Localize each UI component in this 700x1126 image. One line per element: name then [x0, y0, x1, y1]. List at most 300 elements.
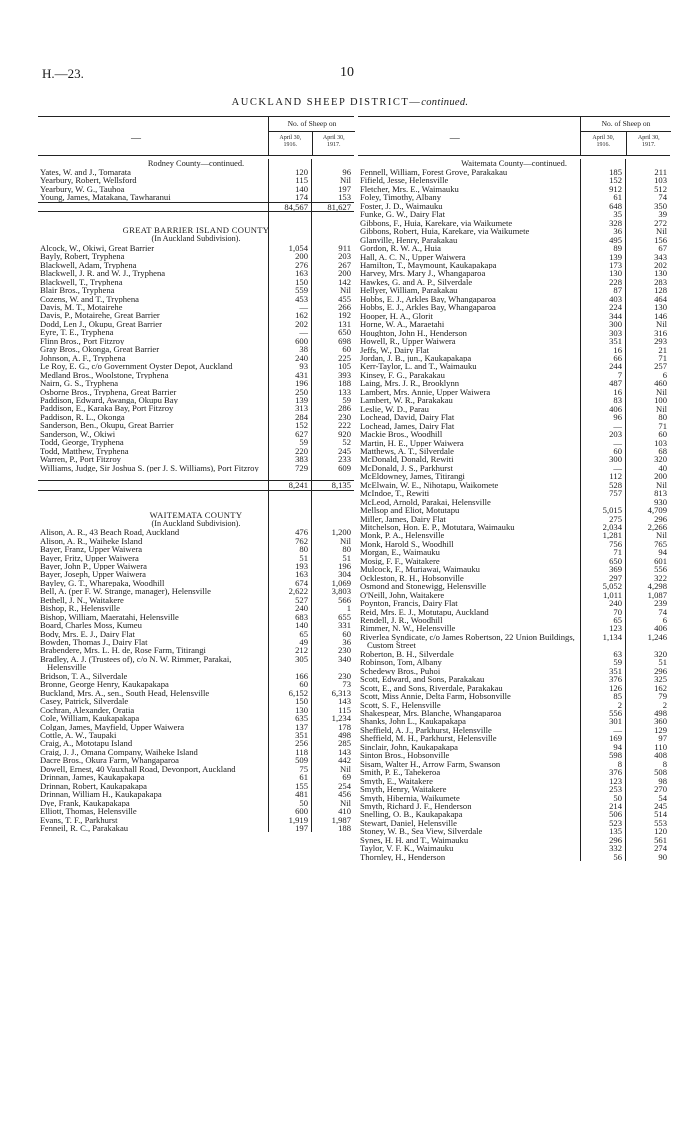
sheep-1916: 2 — [617, 699, 622, 710]
table-row — [358, 608, 670, 616]
sheep-1916: 173 — [609, 259, 622, 270]
sheep-1917: 239 — [654, 598, 667, 609]
sheep-1917: 320 — [654, 648, 667, 659]
sheep-1917: 54 — [658, 792, 667, 803]
owner-name: Body, Mrs. E. J., Dairy Flat — [40, 629, 135, 639]
sheep-1917: 68 — [658, 445, 667, 456]
owner-name: Riverlea Syndicate, c/o James Robertson, 22 Union Buildings, Custom Street — [360, 632, 575, 650]
sheep-1916: 214 — [609, 800, 622, 811]
sheep-1917: 103 — [654, 175, 667, 186]
table-row — [358, 253, 670, 261]
sheep-1916: 202 — [295, 318, 308, 329]
sheep-1917: 230 — [338, 645, 351, 656]
owner-name: Fifield, Jesse, Helensville — [360, 176, 449, 185]
table-row — [358, 430, 670, 438]
sheep-1917: 304 — [338, 569, 351, 580]
sheep-1917: 601 — [654, 555, 667, 566]
sheep-1916: 162 — [295, 310, 308, 321]
sheep-1916: 228 — [609, 276, 622, 287]
owner-name: Dowell, Ernest, 40 Vauxhall Road, Devonport, Auckland — [40, 764, 236, 774]
sheep-1916: 36 — [613, 226, 622, 237]
sheep-1917: 96 — [342, 167, 351, 177]
table-row — [358, 810, 670, 818]
sheep-1917: 156 — [654, 234, 667, 245]
sheep-1916: 16 — [613, 386, 622, 397]
table-row — [358, 413, 670, 421]
sheep-1916: 200 — [295, 251, 308, 262]
owner-name: Drinnan, James, Kaukapakapa — [40, 773, 145, 782]
table-row — [358, 582, 670, 590]
sheep-1917: Nil — [656, 386, 667, 397]
table-row — [358, 709, 670, 717]
sheep-1917: 456 — [338, 789, 351, 800]
owner-name: Yates, W. and J., Tomarata — [40, 168, 131, 177]
sheep-1916: — — [613, 420, 622, 431]
owner-name: Bowden, Thomas J., Dairy Flat — [40, 638, 148, 647]
owner-name: Paddison, Edward, Awanga, Okupu Bay — [40, 396, 178, 405]
table-row — [358, 193, 670, 201]
sheep-1917: 130 — [654, 268, 667, 279]
sheep-1917: 393 — [338, 369, 351, 380]
owner-name: Gibbons, F., Huia, Karekare, via Waikumete — [360, 218, 513, 228]
sheep-1916: 351 — [295, 730, 308, 741]
owner-name: Robinson, Tom, Albany — [360, 658, 442, 667]
table-row — [358, 591, 670, 599]
sheep-1917: 103 — [654, 437, 667, 448]
table-row — [358, 777, 670, 785]
owner-name: Flinn Bros., Port Fitzroy — [40, 336, 125, 346]
sheep-1916: 344 — [609, 310, 622, 321]
sheep-1916: 431 — [295, 369, 308, 380]
owner-name: Elliott, Thomas, Helensville — [40, 807, 137, 816]
sheep-1917: 296 — [654, 513, 667, 524]
sheep-1916: 87 — [613, 285, 622, 296]
owner-name: Warren, P., Port Fitzroy — [40, 455, 121, 464]
owner-name: Sanderson, Ben., Okupu, Great Barrier — [40, 421, 174, 430]
sheep-1916: 383 — [295, 454, 308, 465]
table-row — [358, 684, 670, 692]
sheep-1916: 56 — [613, 851, 622, 862]
owner-name: Scott, E., and Sons, Riverdale, Parakakau — [360, 683, 503, 693]
sheep-1917: 406 — [654, 623, 667, 634]
sheep-1916: 762 — [295, 535, 308, 546]
sheep-1916: 476 — [295, 527, 308, 538]
sheep-1917: 1,200 — [331, 527, 351, 538]
table-row — [358, 726, 670, 734]
table-row — [358, 481, 670, 489]
owner-name: Blackwell, Adam, Tryphena — [40, 260, 137, 270]
owner-name: Mackie Bros., Woodhill — [360, 430, 443, 439]
sheep-1917: 350 — [654, 200, 667, 211]
sheep-1917: 498 — [654, 708, 667, 718]
sheep-1917: 97 — [658, 733, 667, 744]
table-row — [358, 405, 670, 413]
sheep-1917: 142 — [338, 276, 351, 287]
sheep-1916: 1,134 — [602, 631, 622, 642]
sheep-1917: 202 — [654, 259, 667, 270]
owner-name: Smyth, E., Waitakere — [360, 776, 433, 786]
owner-name: McEldowney, James, Titirangi — [360, 472, 465, 481]
owner-name: O'Neill, John, Waitakere — [360, 590, 445, 600]
sheep-1917: 6 — [662, 615, 667, 626]
owner-name: Bethell, J. N., Waitakere — [40, 595, 124, 605]
owner-name: Hawkes, G. and A. P., Silverdale — [360, 277, 473, 287]
table-row — [358, 599, 670, 607]
owner-name: Bayer, Franz, Upper Waiwera — [40, 545, 143, 554]
sheep-1916: 130 — [609, 268, 622, 279]
sheep-1917: 80 — [342, 544, 351, 555]
sheep-1916: 163 — [295, 569, 308, 580]
owner-name: Evans, T. F., Parkhurst — [40, 815, 118, 824]
table-row — [358, 219, 670, 227]
sheep-1916: 65 — [613, 615, 622, 626]
owner-name: Ockleston, R. H., Hobsonville — [360, 573, 464, 583]
sheep-1916: 303 — [609, 327, 622, 338]
owner-name: Paddison, R. L., Okonga — [40, 412, 125, 422]
owner-name: Hooper, H. A., Glorit — [360, 311, 433, 321]
sheep-1917: 1,069 — [331, 577, 351, 588]
left-table — [38, 116, 354, 832]
right-table — [358, 116, 670, 861]
owner-name: Williams, Judge, Sir Joshua S. (per J. S. Williams), Port Fitzroy — [40, 463, 259, 473]
table-row — [358, 286, 670, 294]
owner-name: Miller, James, Dairy Flat — [360, 514, 446, 524]
sheep-1916: 197 — [295, 823, 308, 833]
sheep-1916: 169 — [609, 733, 622, 744]
owner-name: Funke, G. W., Dairy Flat — [360, 210, 445, 219]
sheep-1916: 94 — [613, 741, 622, 752]
left-table-body — [38, 159, 354, 832]
sheep-1917: Nil — [656, 403, 667, 414]
owner-name: Bayer, Fritz, Upper Waiwera — [40, 553, 139, 562]
owner-name: Alcock, W., Okiwi, Great Barrier — [40, 243, 155, 253]
owner-name: Brabendere, Mrs. L. H. de, Rose Farm, Titirangi — [40, 646, 206, 655]
sheep-1917: 233 — [338, 454, 351, 465]
sheep-1916: 50 — [613, 792, 622, 803]
table-row — [358, 633, 670, 650]
sheep-1917: 203 — [338, 251, 351, 262]
sheep-1916: 648 — [609, 200, 622, 211]
owner-name: Bridson, T. A., Silverdale — [40, 671, 128, 681]
sheep-1916: 600 — [295, 335, 308, 346]
owner-name: Blackwell, J. R. and W. J., Tryphena — [40, 269, 166, 278]
page-title-continued: continued. — [421, 97, 469, 108]
sheep-1916: 61 — [613, 192, 622, 203]
sheep-1916: 757 — [609, 488, 622, 499]
sheep-1917: 60 — [342, 628, 351, 639]
sheep-1917: 200 — [338, 268, 351, 279]
table-row — [358, 278, 670, 286]
sheep-1916: 6,152 — [288, 687, 308, 698]
sheep-1917: 331 — [338, 620, 351, 631]
sheep-1917: 188 — [338, 378, 351, 389]
sheep-1916: 139 — [295, 395, 308, 406]
sheep-1917: 8 — [662, 758, 667, 769]
table-row — [358, 540, 670, 548]
table-row — [358, 531, 670, 539]
sheep-1917: 1,246 — [647, 631, 667, 642]
owner-name: Yearbury, Robert, Wellsford — [40, 176, 137, 185]
sheep-1917: 765 — [654, 538, 667, 549]
sheep-1917: 143 — [338, 696, 351, 707]
sheep-1916: 150 — [295, 276, 308, 287]
sheep-1917: 110 — [654, 741, 667, 752]
sheep-1916: 650 — [609, 555, 622, 566]
table-row — [358, 836, 670, 844]
name-column-header: — — [449, 133, 460, 144]
owner-name: Synes, H. H. and T., Waimauku — [360, 835, 469, 845]
owner-name: Hall, A. C. N., Upper Waiwera — [360, 252, 466, 261]
owner-name: Dye, Frank, Kaukapakapa — [40, 798, 130, 808]
table-row — [358, 658, 670, 666]
owner-name: Osmond and Stonewigg, Helensville — [360, 582, 487, 591]
sheep-1916: 61 — [299, 772, 308, 783]
owner-name: Hobbs, E. J., Arkles Bay, Whangaparoa — [360, 303, 496, 312]
owner-name: Sheffield, A. J., Parkhurst, Helensville — [360, 725, 492, 735]
owner-name: McElwain, W. E., Nihotapu, Waikomete — [360, 480, 499, 490]
sheep-1916: — — [613, 437, 622, 448]
sheep-1917: 80 — [658, 412, 667, 423]
right-table-header — [358, 116, 670, 156]
sheep-1917: 143 — [338, 746, 351, 757]
sheep-1917: 211 — [654, 167, 667, 177]
sheep-1916: — — [613, 462, 622, 473]
sheep-1917: Nil — [340, 285, 351, 296]
page-number: 10 — [340, 65, 354, 80]
table-row — [358, 717, 670, 725]
table-row — [358, 422, 670, 430]
owner-name: Bayly, Robert, Tryphena — [40, 252, 125, 261]
owner-name: Gray Bros., Okonga, Great Barrier — [40, 345, 160, 354]
owner-name: Bayley, G. T., Wharepaka, Woodhill — [40, 578, 165, 588]
sheep-1917: 4,298 — [647, 581, 667, 592]
sheep-1917: 408 — [654, 750, 667, 761]
sheep-1916: 50 — [299, 797, 308, 808]
sheep-1917: 153 — [338, 192, 351, 203]
sheep-1916: 185 — [609, 167, 622, 177]
sheep-1917: Nil — [340, 763, 351, 774]
sheep-1916: 297 — [609, 572, 622, 583]
table-row — [358, 692, 670, 700]
sheep-1917: 36 — [342, 637, 351, 648]
sheep-1917: 245 — [654, 800, 667, 811]
owner-name: Hobbs, E. J., Arkles Bay, Whangaparoa — [360, 294, 496, 304]
sheep-1917: 512 — [654, 183, 667, 194]
owner-name: Cottle, A. W., Taupaki — [40, 731, 117, 740]
column-header-1916: April 30, 1916. — [279, 135, 302, 148]
sheep-1917: 90 — [658, 851, 667, 862]
owner-name: Horne, W. A., Maraetahi — [360, 320, 445, 329]
owner-name: Buckland, Mrs. A., sen., South Head, Helensville — [40, 688, 210, 698]
table-row — [358, 176, 670, 184]
sheep-1916: 16 — [613, 344, 622, 355]
owner-name: Davis, P., Motairehe, Great Barrier — [40, 311, 160, 320]
owner-name: Sanderson, W., Okiwi — [40, 429, 116, 439]
owner-name: Monk, Harold S., Woodhill — [360, 539, 454, 549]
owner-name: Fenneil, R. C., Parakakau — [40, 824, 129, 833]
table-row — [358, 650, 670, 658]
sheep-1917: 254 — [338, 780, 351, 791]
sheep-1916: 137 — [295, 721, 308, 732]
table-row — [358, 743, 670, 751]
table-row — [358, 210, 670, 218]
owner-name: Hamilton, T., Maymount, Kaukapakapa — [360, 260, 497, 270]
owner-name: Paddison, E., Karaka Bay, Port Fitzroy — [40, 404, 174, 413]
sheep-1917: Nil — [340, 797, 351, 808]
sheep-1916: 59 — [613, 657, 622, 668]
sheep-1916: — — [299, 327, 308, 338]
table-row — [358, 244, 670, 252]
sheep-1917: 3,803 — [331, 586, 351, 597]
sheep-1916: 1,011 — [602, 589, 622, 600]
right-table-body — [358, 159, 670, 861]
owner-name: Bishop, R., Helensville — [40, 604, 120, 613]
table-row — [358, 388, 670, 396]
sheep-1916: 150 — [295, 696, 308, 707]
sheep-1917: 105 — [338, 361, 351, 372]
table-row — [358, 295, 670, 303]
sheep-1916: 556 — [609, 708, 622, 718]
sheep-1916: 130 — [295, 704, 308, 715]
owner-name: Craig, J. J., Omana Company, Waiheke Island — [40, 747, 198, 757]
sheep-1917: 508 — [654, 767, 667, 778]
sheep-1916: 300 — [609, 319, 622, 330]
table-row — [358, 853, 670, 861]
sheep-1916: 1,919 — [288, 814, 308, 825]
sheep-1917: 69 — [342, 772, 351, 783]
sheep-1917: 52 — [342, 437, 351, 448]
sheep-1916: 51 — [299, 552, 308, 563]
table-row — [358, 760, 670, 768]
sheep-1917: 460 — [654, 378, 667, 389]
owner-name: Scott, Miss Annie, Delta Farm, Hobsonville — [360, 692, 511, 701]
sheep-1916: 683 — [295, 611, 308, 622]
sheep-1917: 94 — [658, 547, 667, 558]
table-row — [358, 794, 670, 802]
table-row — [358, 506, 670, 514]
sheep-1917: 67 — [658, 243, 667, 254]
sheep-1916: — — [299, 302, 308, 313]
sheep-count-header-title: No. of Sheep on — [581, 117, 671, 132]
sheep-1917: 267 — [338, 259, 351, 270]
table-row — [358, 371, 670, 379]
sheep-1916: 240 — [295, 352, 308, 363]
sheep-1917: 266 — [338, 302, 351, 313]
owner-name: Board, Charles Moss, Kumeu — [40, 621, 142, 630]
owner-name: Rimmer, N. W., Helensville — [360, 624, 456, 633]
table-row — [358, 751, 670, 759]
sheep-1916: 118 — [295, 746, 308, 757]
sheep-1917: 192 — [338, 310, 351, 321]
sheep-1916: 123 — [609, 775, 622, 786]
sheep-1917: 911 — [338, 242, 351, 253]
section-heading: WAITEMATA COUNTY — [149, 509, 243, 520]
table-row — [358, 396, 670, 404]
sheep-1917: 73 — [342, 679, 351, 690]
owner-name: Leslie, W. D., Parau — [360, 404, 429, 414]
table-row — [358, 624, 670, 632]
owner-name: Smyth, Henry, Waitakere — [360, 785, 447, 794]
table-row — [358, 734, 670, 742]
sheep-1917: 343 — [654, 251, 667, 262]
sheep-1916: 250 — [295, 386, 308, 397]
column-header-1917: April 30, 1917. — [626, 132, 672, 155]
owner-name: Matthews, A. T., Silverdale — [360, 446, 454, 456]
owner-name: Shanks, John L., Kaukapakapa — [360, 717, 466, 726]
sheep-1916: 376 — [609, 674, 622, 685]
table-row — [358, 329, 670, 337]
sheep-1917: 325 — [654, 674, 667, 685]
owner-name: Fletcher, Mrs. E., Waimauku — [360, 184, 459, 194]
owner-name: McDonald, J. S., Parkhurst — [360, 463, 453, 473]
sheep-1917: 51 — [658, 657, 667, 668]
sheep-1916: 93 — [299, 361, 308, 372]
owner-name: Osborne Bros., Tryphena, Great Barrier — [40, 387, 177, 397]
table-row — [38, 464, 354, 472]
sheep-1916: 152 — [295, 420, 308, 431]
sheep-1917: 71 — [658, 352, 667, 363]
owner-name: Fennell, William, Forest Grove, Parakakau — [360, 168, 508, 177]
owner-name: Bronne, George Henry, Kaukapakapa — [40, 680, 169, 689]
owner-name: Jeffs, W., Dairy Flat — [360, 345, 430, 354]
sheep-1916: 487 — [609, 378, 622, 389]
table-row — [358, 844, 670, 852]
owner-name: Blackwell, T., Tryphena — [40, 277, 123, 287]
sheep-1916: 509 — [295, 755, 308, 766]
table-row — [38, 193, 354, 201]
table-row — [358, 185, 670, 193]
owner-name: Stoney, W. B., Sea View, Silverdale — [360, 827, 483, 836]
sheep-1916: 126 — [609, 682, 622, 693]
owner-name: Stewart, Daniel, Helensville — [360, 818, 457, 828]
sheep-1916: — — [613, 724, 622, 735]
table-row — [358, 168, 670, 176]
sheep-1916: 193 — [295, 560, 308, 571]
sheep-1917: 293 — [654, 336, 667, 347]
sheep-1917: 322 — [654, 572, 667, 583]
owner-name: Roberton, B. H., Silverdale — [360, 649, 454, 659]
sheep-1917: 514 — [654, 809, 667, 820]
sheep-1917: 283 — [654, 276, 667, 287]
owner-name: Drinnan, William H., Kaukapakapa — [40, 790, 162, 799]
table-row — [358, 523, 670, 531]
sheep-1917: 59 — [342, 395, 351, 406]
table-row — [358, 346, 670, 354]
document-reference: H.—23. — [42, 66, 84, 81]
table-row — [358, 701, 670, 709]
owner-name: Sinton Bros., Hobsonville — [360, 751, 450, 760]
sheep-1917: 561 — [654, 834, 667, 845]
sheep-1917: 320 — [654, 454, 667, 465]
sheep-1916: 1,281 — [602, 530, 622, 541]
owner-name: Dacre Bros., Okura Farm, Whangaparoa — [40, 756, 179, 765]
owner-name: Martin, H. E., Upper Waiwera — [360, 438, 464, 447]
sheep-1917: 257 — [654, 361, 667, 372]
sheep-1917: Nil — [656, 226, 667, 237]
owner-name: Bishop, William, Maeratahi, Helensville — [40, 612, 179, 622]
sheep-1916: 7 — [617, 369, 622, 380]
sheep-1917: 188 — [338, 823, 351, 833]
table-row — [358, 819, 670, 827]
table-row — [358, 439, 670, 447]
sheep-1916: 481 — [295, 789, 308, 800]
sheep-1917: 274 — [654, 843, 667, 854]
table-row — [358, 320, 670, 328]
table-row — [358, 802, 670, 810]
total-row: 8,241 8,135 — [38, 480, 354, 490]
owner-name: Dodd, Len J., Okupu, Great Barrier — [40, 319, 162, 329]
sheep-1917: 360 — [654, 716, 667, 727]
